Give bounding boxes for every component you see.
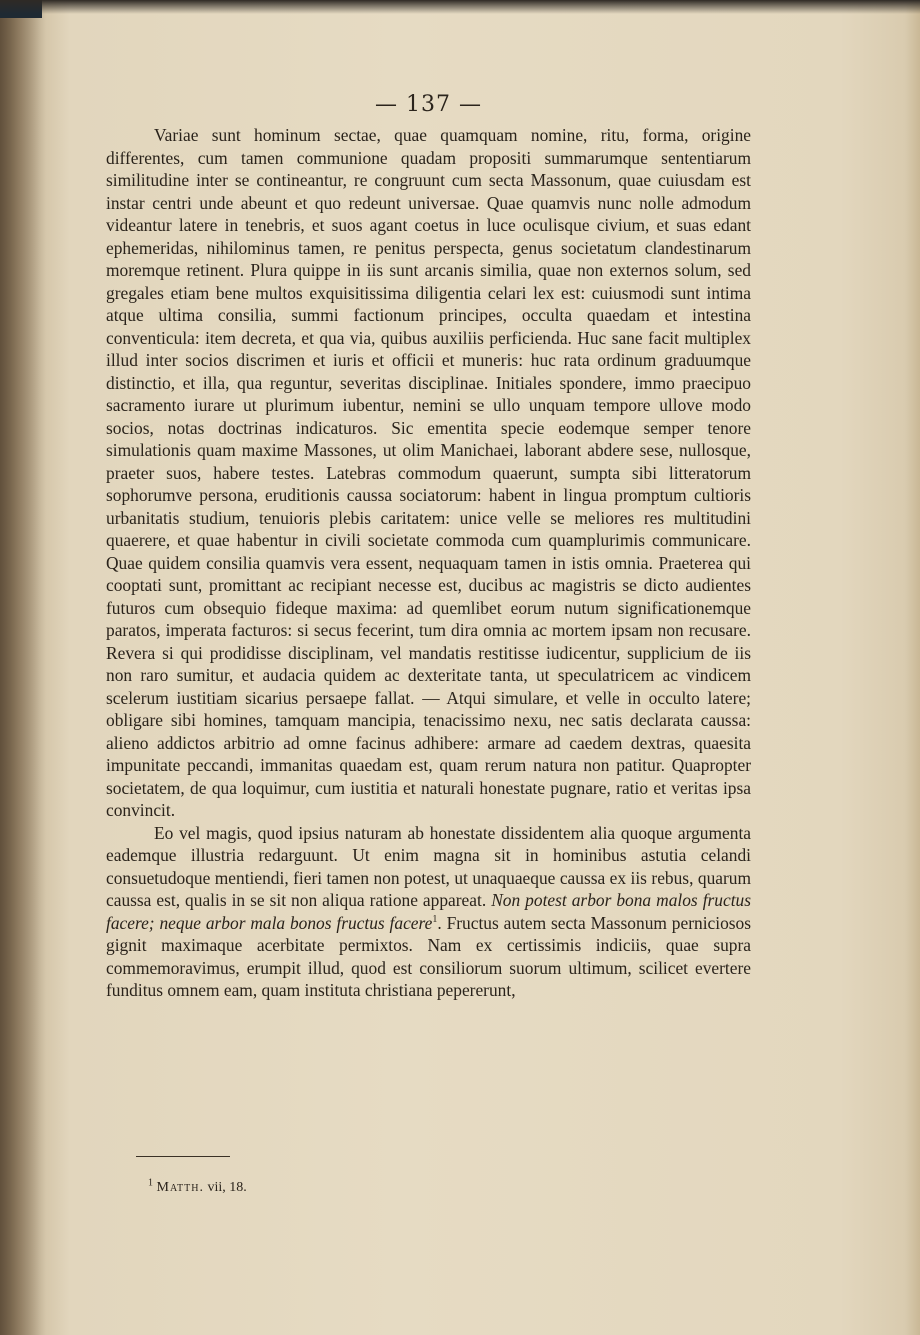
footnote-ref: vii, 18.	[207, 1180, 247, 1195]
paragraph-2	[106, 822, 751, 1002]
footnote-reference: 1	[432, 913, 438, 925]
scripture-quote: Non potest arbor bona malos fructus facere; neque arbor mala bonos fructus facere	[106, 890, 751, 933]
footnote-rule	[136, 1156, 230, 1157]
paragraph-1	[106, 124, 751, 822]
footnote-source: Matth.	[156, 1180, 204, 1195]
paragraph-1-text: Variae sunt hominum sectae, quae quamquam nomine, ritu, forma, origine differentes, cum tamen communione quadam propositi summarumque sententiarum similitudine inter se contineantur, re congruunt cum secta Massonum, quae cuiusdam est instar centri unde abeunt et quo redeunt universae. Quae quamvis nunc nolle admodum videantur latere in tenebris, et suos agant coetus in luce oculisque civium, et suas edant ephemeridas, nihilominus tamen, re penitus perspecta, genus societatum clandestinarum moremque retinent. Plura quippe in iis sunt arcanis similia, quae non externos solum, sed gregales etiam bene multos exquisitissima diligentia celari lex est: cuiusmodi sunt intima atque ultima consilia, summi factionum principes, occulta quaedam et intestina conventicula: item decreta, et qua via, quibus auxiliis perficienda. Huc sane facit multiplex illud inter socios discrimen et iuris et officii et muneris: huc rata ordinum graduumque distinctio, et illa, qua reguntur, severitas disciplinae. Initiales spondere, immo praecipuo sacramento iurare ut plurimum iubentur, nemini se ullo unquam tempore ullove modo socios, notas doctrinas indicaturos. Sic ementita specie eodemque semper tenore simulationis quam maxime Massones, ut olim Manichaei, laborant abdere sese, nullosque, praeter suos, habere testes. Latebras commodum quaerunt, sumpta sibi litteratorum sophorumve persona, eruditionis caussa sociatorum: habent in lingua promptum cultioris urbanitatis studium, tenuioris plebis caritatem: unice velle se meliores res multitudini quaerere, et quae habentur in civili societate commoda cum quamplurimis communicare. Quae quidem consilia quamvis vera essent, nequaquam tamen in istis omnia. Praeterea qui cooptati sunt, promittant ac recipiant necesse est, ducibus ac magistris se dicto audientes futuros cum obsequio fideque maxima: ad quemlibet eorum nutum significationemque paratos, imperata facturos: si secus fecerint, tum dira omnia ac mortem ipsam non recusare. Revera si qui prodidisse disciplinam, vel mandatis restitisse iudicentur, supplicium de iis non raro sumitur, et audacia quidem ac dexteritate tanta, ut speculatricem ac vindicem scelerum iustitiam sicarius persaepe fallat. — Atqui simulare, et velle in occulto latere; obligare sibi homines, tamquam mancipia, tenacissimo nexu, nec satis declarata caussa: alieno addictos arbitrio ad omne facinus adhibere: armare ad caedem dextras, quaesita impunitate peccandi, immanitas quaedam est, quam rerum natura non patitur. Quapropter societatem, de qua loquimur, cum iustitia et naturali honestate pugnare, ratio et veritas ipsa convincit.	[106, 125, 751, 820]
paragraph-2-text-a: Eo vel magis, quod ipsius naturam ab honestate dissidentem alia quoque argumenta eademque illustria redarguunt. Ut enim magna sit in hominibus astutia celandi consuetudoque mentiendi, fieri tamen non potest, ut unaquaeque caussa ex iis rebus, quarum caussa est, qualis in se sit non aliqua ratione appareat.	[106, 822, 751, 910]
footnote-mark: 1	[148, 1177, 153, 1189]
paragraph-2-text-b: . Fructus autem secta Massonum perniciosos gignit maximaque acerbitate permixtos. Nam ex certissimis indiciis, quae supra commemoravimus, erumpit illud, quod est consiliorum suorum ultimum, scilicet evertere funditus omnem eam, quam instituta christiana pepererunt,	[106, 912, 751, 1000]
footnote	[148, 1177, 247, 1196]
body-text	[106, 124, 751, 1002]
scan-edge	[0, 0, 42, 18]
page-number: — 137 —	[375, 92, 482, 117]
